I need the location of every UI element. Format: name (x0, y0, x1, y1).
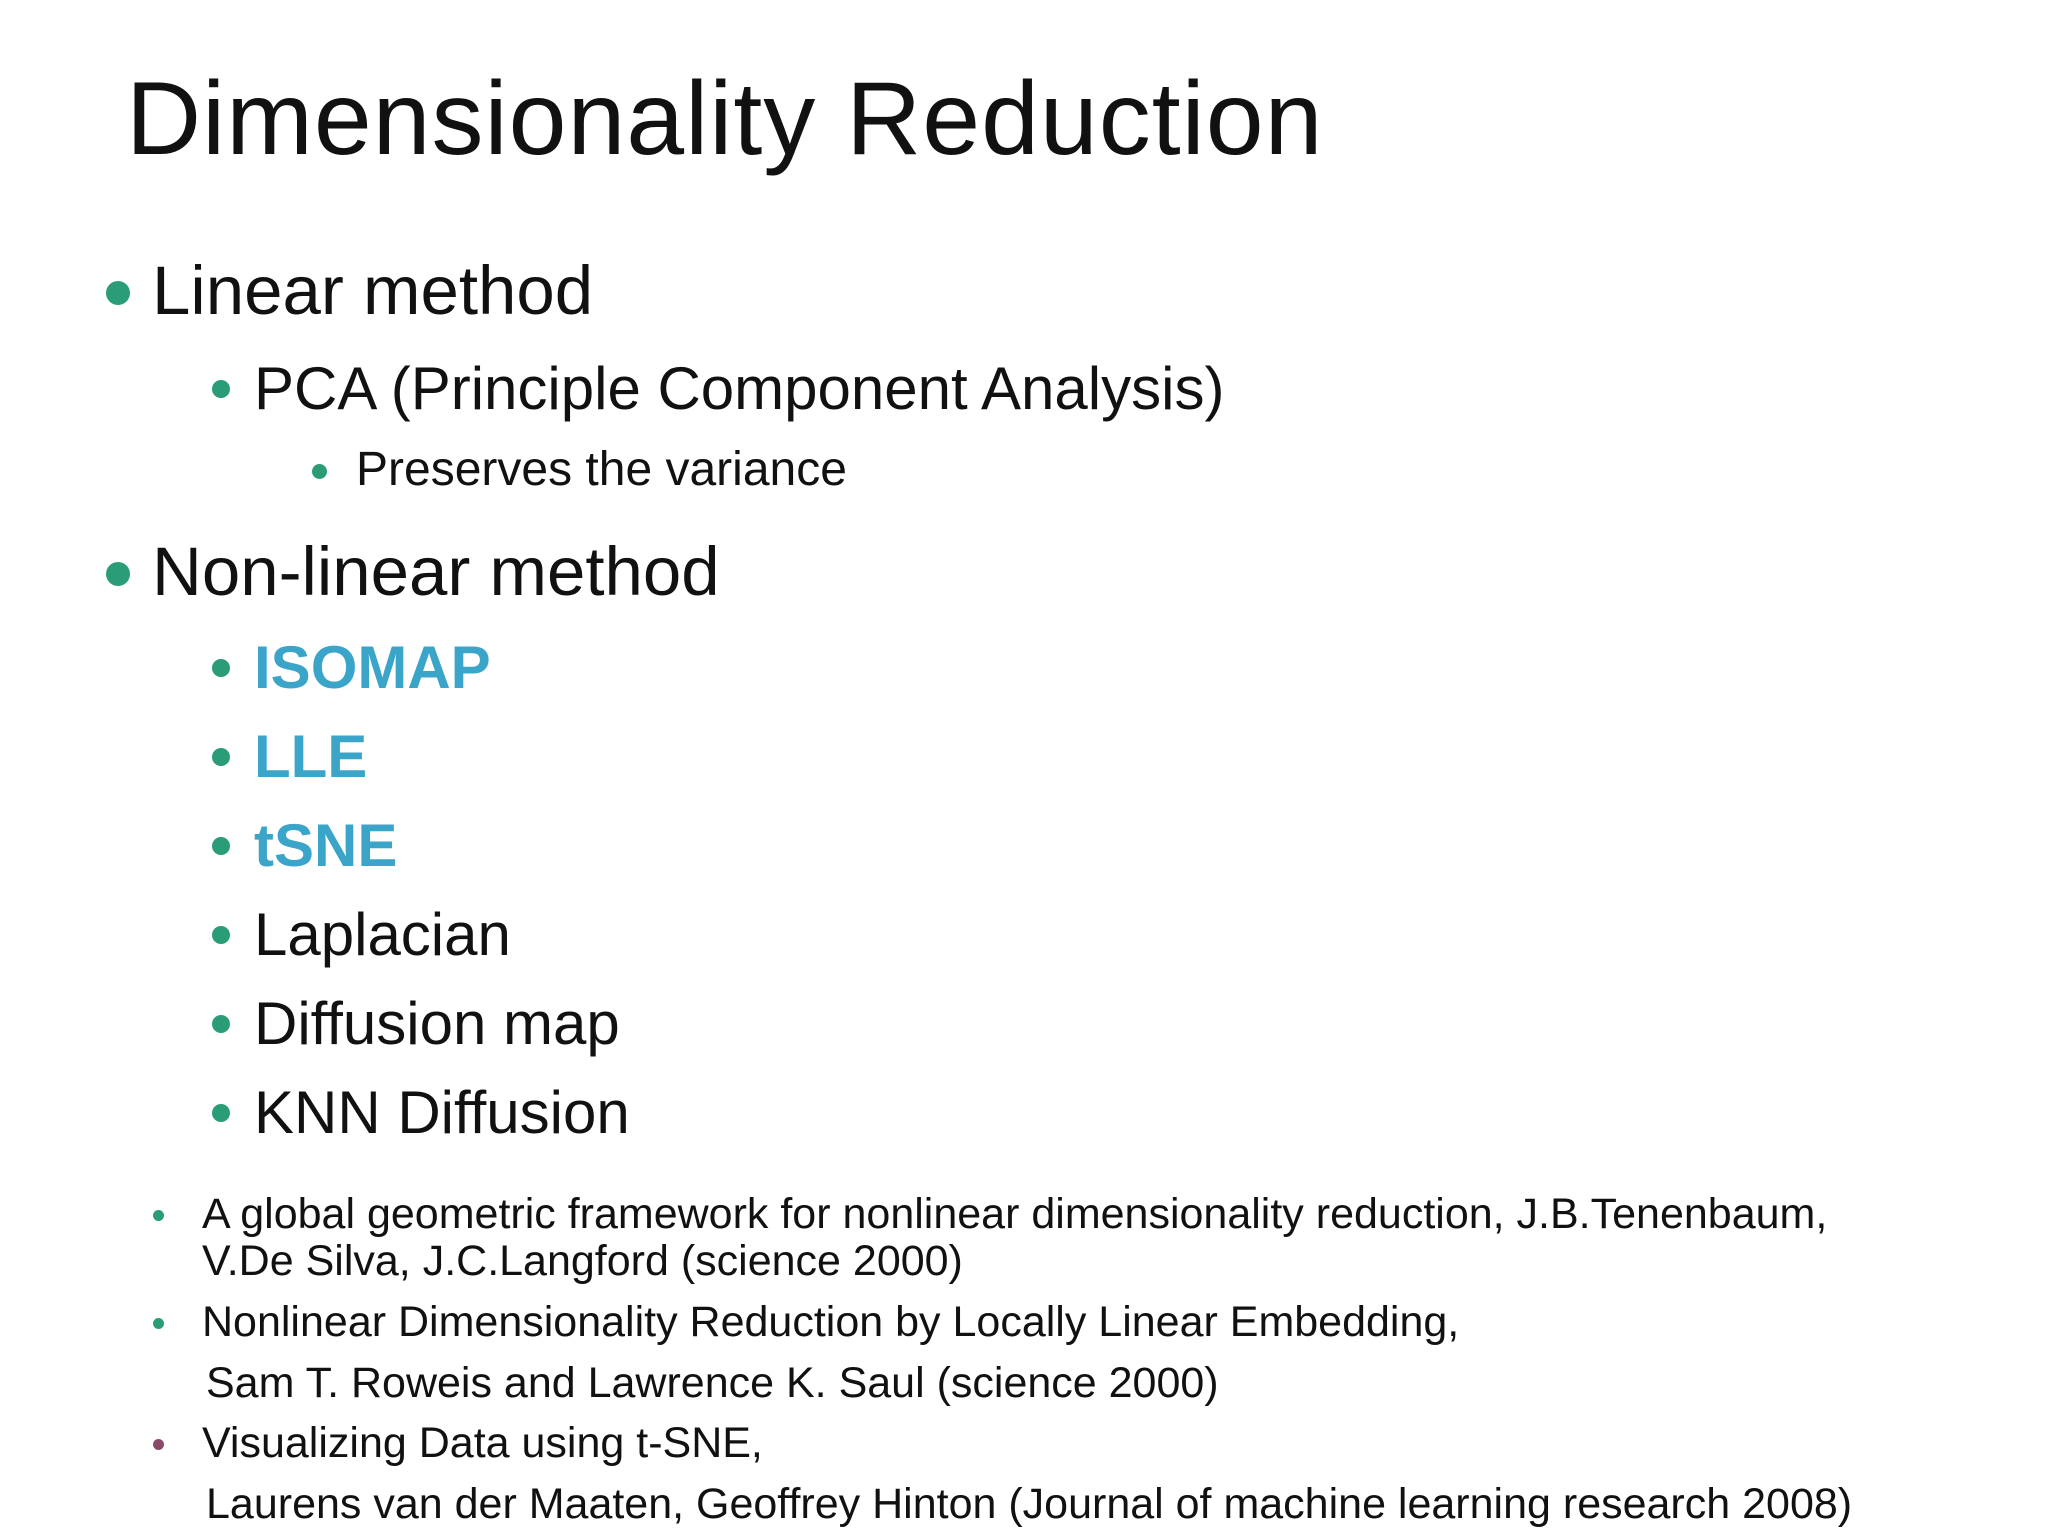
nonlinear-method-heading: Non-linear method (152, 533, 720, 610)
bullet-icon (312, 464, 327, 479)
bullet-icon (212, 380, 230, 398)
pca-note: Preserves the variance (356, 443, 847, 496)
bullet-icon (106, 562, 130, 586)
reference-isomap-line2: V.De Silva, J.C.Langford (science 2000) (202, 1237, 963, 1285)
bullet-icon (153, 1439, 164, 1450)
bullet-icon (212, 1104, 230, 1122)
bullet-icon (212, 659, 230, 677)
reference-isomap-line1: A global geometric framework for nonlinear dimensionality reduction, J.B.Tenenbaum, (202, 1190, 1828, 1238)
bullet-icon (212, 926, 230, 944)
nonlinear-item-laplacian: Laplacian (254, 901, 511, 968)
bullet-icon (212, 1015, 230, 1033)
bullet-icon (212, 748, 230, 766)
linear-method-heading: Linear method (152, 252, 594, 329)
bullet-icon (106, 281, 130, 305)
reference-lle-line2: Sam T. Roweis and Lawrence K. Saul (science 2000) (206, 1359, 1219, 1407)
slide-title: Dimensionality Reduction (126, 61, 1324, 177)
nonlinear-item-diffusion-map: Diffusion map (254, 990, 620, 1057)
bullet-icon (153, 1210, 164, 1221)
nonlinear-item-lle: LLE (254, 723, 368, 790)
reference-tsne-line2: Laurens van der Maaten, Geoffrey Hinton (Journal of machine learning research 2008) (206, 1480, 1853, 1528)
nonlinear-item-tsne: tSNE (254, 812, 398, 879)
bullet-icon (153, 1318, 164, 1329)
nonlinear-item-isomap: ISOMAP (254, 634, 491, 701)
reference-tsne-line1: Visualizing Data using t-SNE, (202, 1419, 763, 1467)
pca-item: PCA (Principle Component Analysis) (254, 355, 1225, 422)
reference-lle-line1: Nonlinear Dimensionality Reduction by Locally Linear Embedding, (202, 1298, 1460, 1346)
bullet-icon (212, 837, 230, 855)
nonlinear-item-knn-diffusion: KNN Diffusion (254, 1079, 630, 1146)
